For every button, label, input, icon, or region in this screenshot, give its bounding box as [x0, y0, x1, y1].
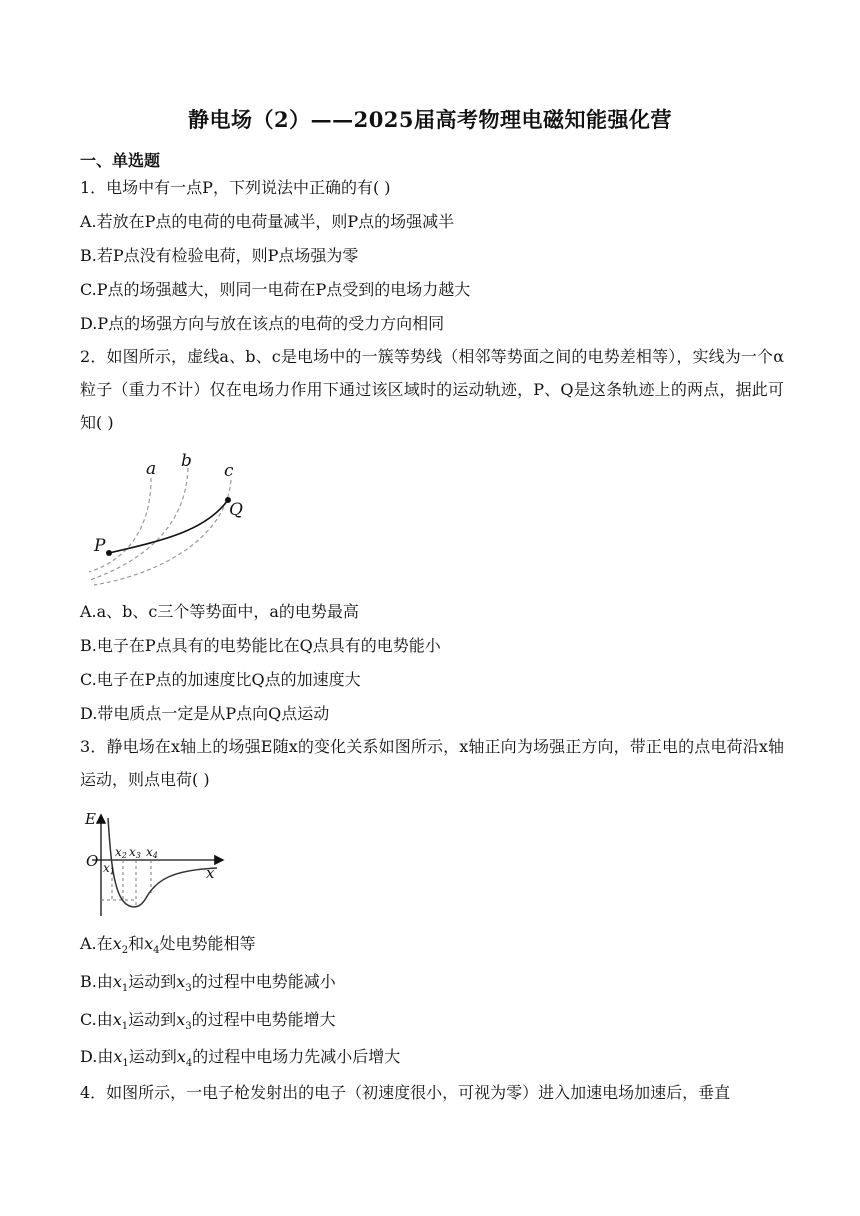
q1-option-b: B.若P点没有检验电荷，则P点场强为零 [80, 246, 359, 265]
q2-option-c: C.电子在P点的加速度比Q点的加速度大 [80, 670, 361, 689]
q3-c-post: 的过程中电势能增大 [191, 1010, 336, 1029]
label-e: E [85, 810, 96, 828]
q3-c-pre: C.由 [80, 1010, 113, 1029]
q1-option-c: C.P点的场强越大，则同一电荷在P点受到的电场力越大 [80, 280, 471, 299]
q3-b-pre: B.由 [80, 972, 113, 991]
label-o: O [86, 852, 99, 870]
q3-option-c: C.由$x_1$运动到$x_3$的过程中电势能增大 [80, 1010, 336, 1033]
q3-c-mid: 运动到 [128, 1010, 177, 1029]
label-x3: x3 [129, 845, 141, 860]
q3-option-d: D.由$x_1$运动到$x_4$的过程中电场力先减小后增大 [80, 1047, 401, 1070]
q2-option-d: D.带电质点一定是从P点向Q点运动 [80, 704, 330, 723]
label-x4: x4 [146, 845, 158, 860]
label-x2: x2 [115, 845, 127, 860]
field-graph-figure [82, 808, 232, 923]
equipotential-figure [86, 450, 256, 590]
label-x1: x1 [103, 861, 115, 876]
q3-d-pre: D.由 [80, 1047, 114, 1066]
q2-option-a: A.a、b、c三个等势面中，a的电势最高 [80, 602, 359, 621]
q3-a-mid: 和 [128, 934, 145, 953]
q1-option-d: D.P点的场强方向与放在该点的电荷的受力方向相同 [80, 314, 445, 333]
q3-a-pre: A.在 [80, 934, 113, 953]
q3-option-a: A.在$x_2$和$x_4$处电势能相等 [80, 934, 256, 957]
q2-option-b: B.电子在P点具有的电势能比在Q点具有的电势能小 [80, 636, 441, 655]
q3-b-post: 的过程中电势能减小 [191, 972, 336, 991]
q3-stem: 3．静电场在x轴上的场强E随x的变化关系如图所示，x轴正向为场强正方向，带正电的点电荷沿x轴运动，则点电荷( ) [80, 737, 784, 789]
q3-a-post: 处电势能相等 [159, 934, 256, 953]
q3-b-mid: 运动到 [128, 972, 177, 991]
q4-stem: 4．如图所示，一电子枪发射出的电子（初速度很小，可视为零）进入加速电场加速后，垂直 [80, 1083, 731, 1102]
label-b: b [181, 451, 192, 471]
label-p: P [94, 536, 106, 556]
label-x: x [206, 864, 215, 882]
q3-option-b: B.由$x_1$运动到$x_3$的过程中电势能减小 [80, 972, 336, 995]
q3-d-post: 的过程中电场力先减小后增大 [192, 1047, 401, 1066]
q1-stem: 1．电场中有一点P，下列说法中正确的有( ) [80, 178, 391, 197]
q3-d-mid: 运动到 [128, 1047, 177, 1066]
q1-option-a: A.若放在P点的电荷的电荷量减半，则P点的场强减半 [80, 212, 455, 231]
page-title: 静电场（2）——2025届高考物理电磁知能强化营 [187, 107, 673, 132]
label-a: a [146, 459, 157, 479]
label-q: Q [229, 500, 243, 520]
q2-stem: 2．如图所示，虚线a、b、c是电场中的一簇等势线（相邻等势面之间的电势差相等），实线为一个α粒子（重力不计）仅在电场力作用下通过该区域时的运动轨迹，P、Q是这条轨迹上的两点，据此可知( ) [80, 347, 784, 432]
section-heading: 一、单选题 [80, 151, 161, 170]
label-c: c [224, 461, 234, 481]
